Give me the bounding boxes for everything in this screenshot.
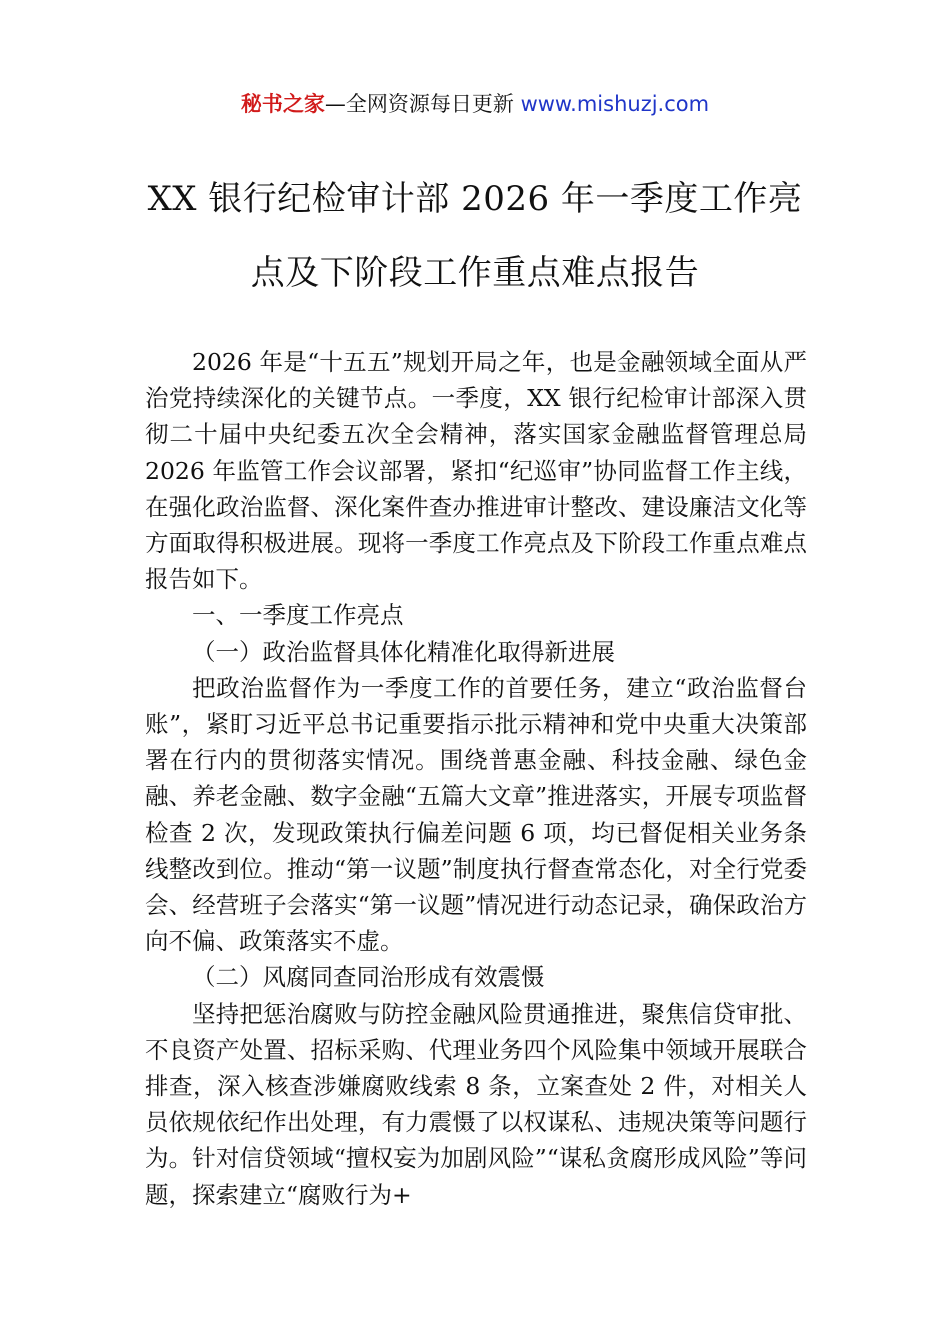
subsection-heading-1: （一）政治监督具体化精准化取得新进展 [192, 637, 615, 666]
document-title [120, 162, 830, 310]
intro-paragraph: 2026 年是“十五五”规划开局之年，也是金融领域全面从严治党持续深化的关键节点。一季度，XX 银行纪检审计部深入贯彻二十届中央纪委五次全会精神，落实国家金融监督管理总局 2026 年监管工作会议部署，紧扣“纪巡审”协同监督工作主线，在强化政治监督、深化案件查办推进审计整改、建设廉洁文化等方面取得积极进展。现将一季度工作亮点及下阶段工作重点难点报告如下。 [145, 348, 807, 594]
subsection-heading-2: （二）风腐同查同治形成有效震慑 [192, 963, 545, 992]
subsection-paragraph-2: 坚持把惩治腐败与防控金融风险贯通推进，聚焦信贷审批、不良资产处置、招标采购、代理业务四个风险集中领域开展联合排查，深入核查涉嫌腐败线索 8 条，立案查处 2 件，对相关人员依规依纪作出处理，有力震慑了以权谋私、违规决策等问题行为。针对信贷领域“擅权妄为加剧风险”“谋私贪腐形成风险”等问题，探索建立“腐败行为+ [145, 999, 807, 1209]
document-body [145, 344, 807, 1213]
site-header [0, 88, 950, 120]
subsection-paragraph-1: 把政治监督作为一季度工作的首要任务，建立“政治监督台账”，紧盯习近平总书记重要指示批示精神和党中央重大决策部署在行内的贯彻落实情况。围绕普惠金融、科技金融、绿色金融、养老金融、数字金融“五篇大文章”推进落实，开展专项监督检查 2 次，发现政策执行偏差问题 6 项，均已督促相关业务条线整改到位。推动“第一议题”制度执行督查常态化，对全行党委会、经营班子会落实“第一议题”情况进行动态记录，确保政治方向不偏、政策落实不虚。 [145, 673, 807, 956]
site-tagline: —全网资源每日更新 [324, 92, 521, 116]
site-brand: 秘书之家 [240, 92, 325, 116]
section-heading-1: 一、一季度工作亮点 [192, 601, 404, 630]
title-line-2: 点及下阶段工作重点难点报告 [250, 253, 700, 293]
title-line-1: XX 银行纪检审计部 2026 年一季度工作亮 [147, 179, 803, 219]
site-url-link[interactable]: www.mishuzj.com [520, 92, 710, 116]
